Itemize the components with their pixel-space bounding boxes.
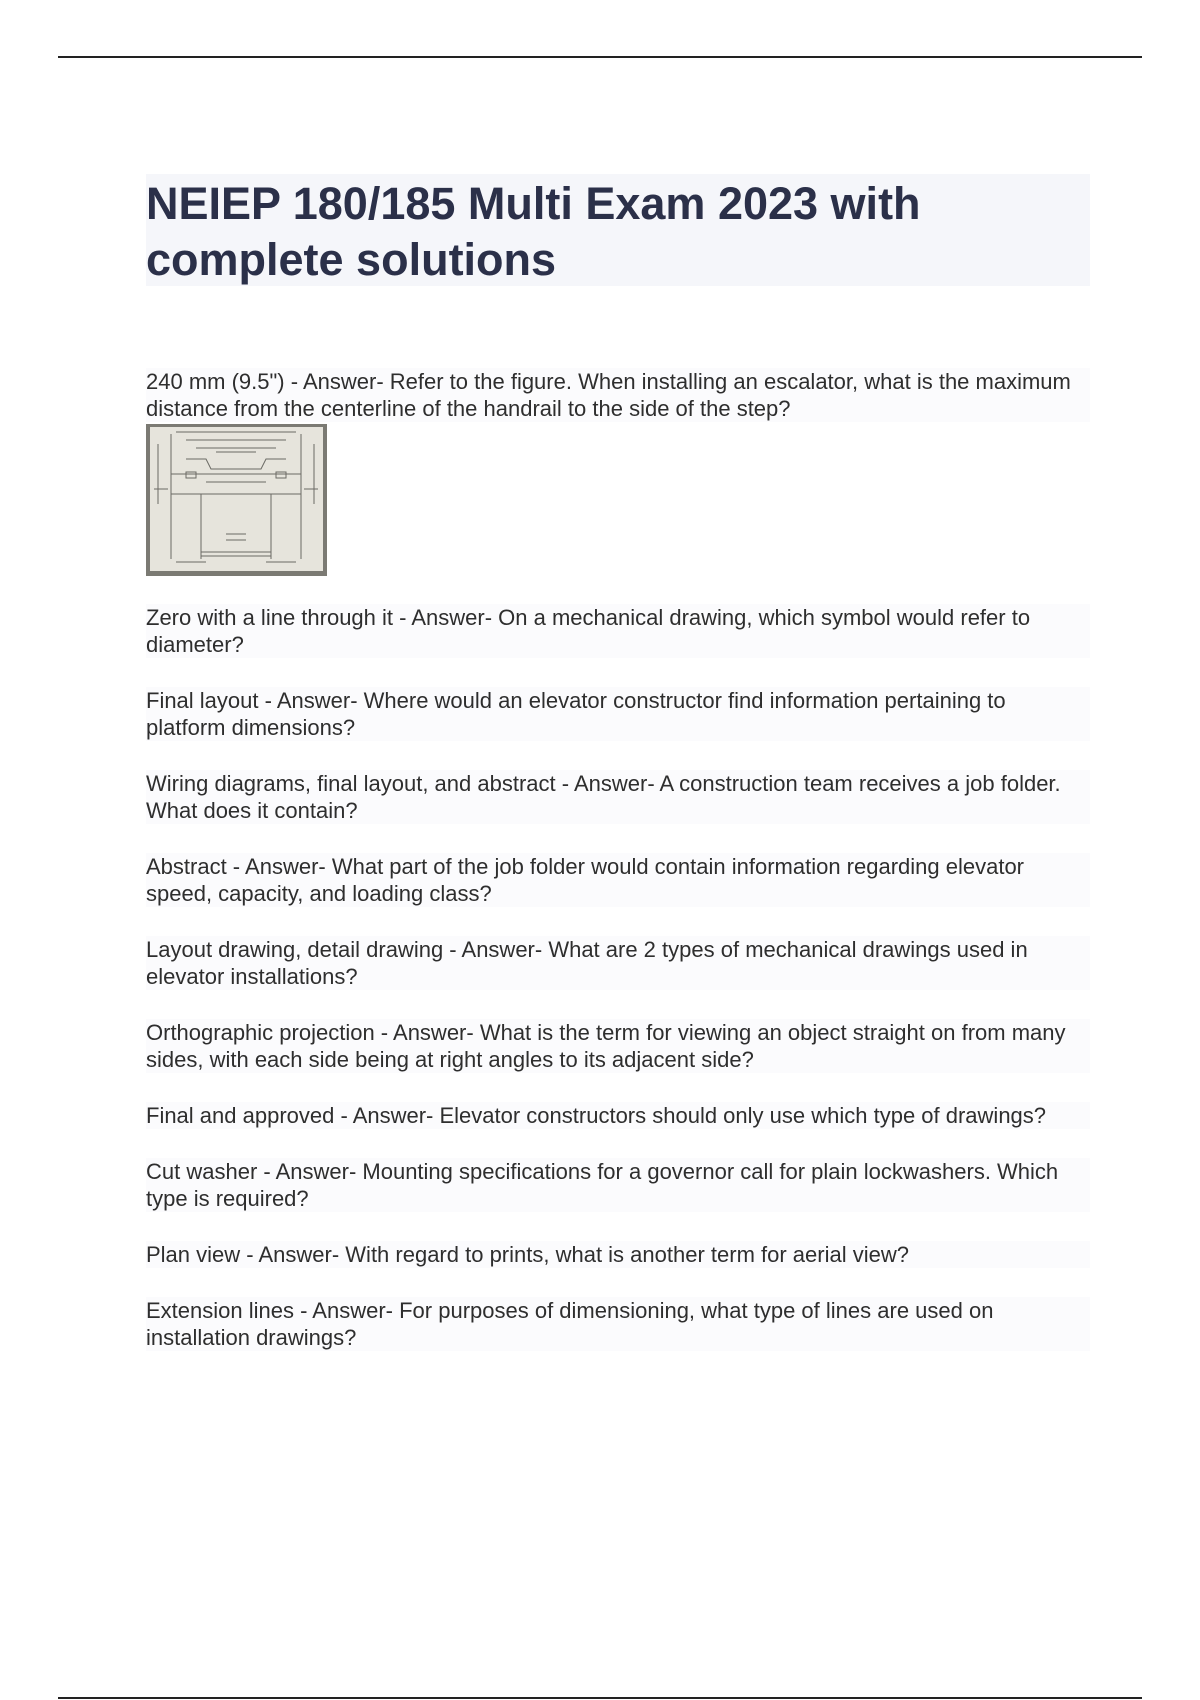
document-title: NEIEP 180/185 Multi Exam 2023 with complete solutions	[146, 178, 921, 285]
qa-item: Final layout - Answer- Where would an elevator constructor find information pertaining to platform dimensions?	[146, 687, 1090, 741]
qa-item: Abstract - Answer- What part of the job folder would contain information regarding elevator speed, capacity, and loading class?	[146, 853, 1090, 907]
qa-item: Layout drawing, detail drawing - Answer- What are 2 types of mechanical drawings used in elevator installations?	[146, 936, 1090, 990]
qa-item: Extension lines - Answer- For purposes of dimensioning, what type of lines are used on installation drawings?	[146, 1297, 1090, 1351]
qa-item: 240 mm (9.5") - Answer- Refer to the figure. When installing an escalator, what is the maximum distance from the centerline of the handrail to the side of the step?	[146, 368, 1090, 422]
top-rule	[58, 56, 1142, 58]
escalator-figure-image	[146, 424, 327, 576]
qa-item: Orthographic projection - Answer- What is the term for viewing an object straight on from many sides, with each side being at right angles to its adjacent side?	[146, 1019, 1090, 1073]
title-block	[146, 174, 1090, 286]
qa-item: Cut washer - Answer- Mounting specifications for a governor call for plain lockwashers. Which type is required?	[146, 1158, 1090, 1212]
qa-list	[146, 368, 1090, 1351]
qa-item: Zero with a line through it - Answer- On a mechanical drawing, which symbol would refer to diameter?	[146, 604, 1090, 658]
qa-item: Final and approved - Answer- Elevator constructors should only use which type of drawings?	[146, 1102, 1090, 1129]
qa-item: Plan view - Answer- With regard to prints, what is another term for aerial view?	[146, 1241, 1090, 1268]
qa-item: Wiring diagrams, final layout, and abstract - Answer- A construction team receives a job folder. What does it contain?	[146, 770, 1090, 824]
bottom-rule	[58, 1697, 1142, 1699]
